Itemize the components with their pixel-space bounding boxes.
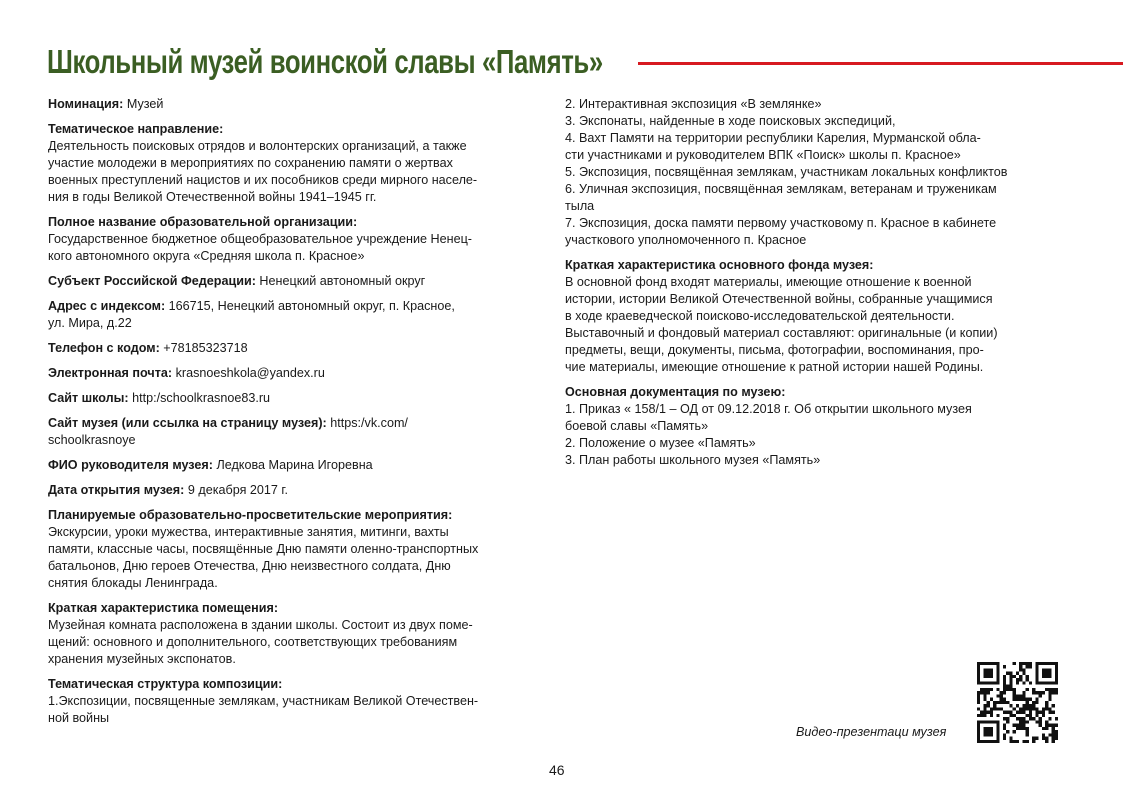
structure-label: Тематическая структура композиции: (48, 677, 283, 691)
region-value: Ненецкий автономный округ (255, 274, 426, 288)
field-school-site (48, 390, 553, 407)
qr-module (990, 688, 993, 691)
qr-module (980, 714, 983, 717)
structure-item: 3. Экспонаты, найденные в ходе поисковых экспедиций, (565, 114, 896, 128)
field-museum-site (48, 415, 553, 449)
qr-module (1048, 694, 1051, 697)
qr-module (1032, 704, 1035, 707)
qr-module (1003, 701, 1006, 704)
qr-module (1009, 704, 1012, 707)
qr-module (1045, 688, 1048, 691)
qr-module (1052, 724, 1055, 727)
museum-site-label: Сайт музея (или ссылка на страницу музея): (48, 416, 327, 430)
qr-module (1006, 717, 1009, 720)
qr-module (1042, 733, 1045, 736)
qr-module (1013, 675, 1016, 678)
qr-module (1022, 681, 1025, 684)
qr-module (1009, 740, 1012, 743)
qr-module (1022, 707, 1025, 710)
qr-module (1029, 665, 1032, 668)
qr-module (983, 711, 986, 714)
director-value: Ледкова Марина Игоревна (212, 458, 373, 472)
opening-date-value: 9 декабря 2017 г. (184, 483, 288, 497)
qr-module (1013, 730, 1016, 733)
qr-code-graphic (977, 662, 1058, 743)
qr-module (1022, 698, 1025, 701)
qr-module (1013, 691, 1016, 694)
field-email (48, 365, 553, 382)
qr-module (1003, 724, 1006, 727)
qr-module (996, 688, 999, 691)
fund-line: предметы, вещи, документы, письма, фотографии, воспоминания, про- (565, 343, 984, 357)
qr-module (1019, 665, 1022, 668)
qr-module (1009, 688, 1012, 691)
qr-module (983, 707, 986, 710)
qr-module (1026, 675, 1029, 678)
qr-module (1042, 727, 1045, 730)
nomination-label: Номинация: (48, 97, 124, 111)
qr-module (1019, 727, 1022, 730)
qr-module (987, 704, 990, 707)
qr-module (1022, 717, 1025, 720)
qr-module (1000, 707, 1003, 710)
thematic-direction-line: ния в годы Великой Отечественной войны 1941–1945 гг. (48, 190, 377, 204)
email-link[interactable]: krasnoeshkola@yandex.ru (172, 366, 325, 380)
qr-module (1048, 733, 1051, 736)
page-number: 46 (549, 762, 565, 778)
qr-module (1003, 737, 1006, 740)
documentation-label: Основная документация по музею: (565, 385, 786, 399)
qr-module (1003, 711, 1006, 714)
qr-module (1026, 662, 1029, 665)
qr-module (1006, 701, 1009, 704)
premises-line: щений: основного и дополнительного, соответствующих требованиям (48, 635, 458, 649)
museum-site-link-continuation[interactable]: schoolkrasnoye (48, 433, 136, 447)
qr-module (1026, 714, 1029, 717)
qr-module (1016, 727, 1019, 730)
qr-module (1006, 685, 1009, 688)
qr-module (1016, 724, 1019, 727)
qr-module (1052, 688, 1055, 691)
events-line: Экскурсии, уроки мужества, интерактивные занятия, митинги, вахты (48, 525, 449, 539)
director-label: ФИО руководителя музея: (48, 458, 213, 472)
qr-module (996, 694, 999, 697)
qr-module (1003, 665, 1006, 668)
museum-site-link[interactable]: https:/vk.com/ (326, 416, 408, 430)
structure-item: 5. Экспозиция, посвящённая землякам, участникам локальных конфликтов (565, 165, 1008, 179)
qr-module (1048, 711, 1051, 714)
qr-module (1009, 714, 1012, 717)
organization-label: Полное название образовательной организации: (48, 215, 358, 229)
qr-module (1055, 724, 1058, 727)
qr-module (1003, 691, 1006, 694)
documentation-line: 3. План работы школьного музея «Память» (565, 453, 821, 467)
qr-module (1013, 724, 1016, 727)
qr-module (1039, 711, 1042, 714)
qr-module (1045, 724, 1048, 727)
school-site-link[interactable]: http:/schoolkrasnoe83.ru (128, 391, 271, 405)
documentation-line: боевой славы «Память» (565, 419, 709, 433)
structure-item: сти участниками и руководителем ВПК «Поиск» школы п. Красное» (565, 148, 961, 162)
qr-module (983, 694, 986, 697)
documentation-line: 2. Положение о музее «Память» (565, 436, 756, 450)
qr-module (1026, 727, 1029, 730)
qr-module (1029, 714, 1032, 717)
organization-line: Государственное бюджетное общеобразовательное учреждение Ненец- (48, 232, 472, 246)
thematic-direction-label: Тематическое направление: (48, 122, 224, 136)
qr-module (1045, 720, 1048, 723)
qr-module (1016, 704, 1019, 707)
qr-module (990, 711, 993, 714)
qr-module (980, 691, 983, 694)
qr-module (1055, 730, 1058, 733)
qr-module (1026, 665, 1029, 668)
address-label: Адрес с индексом: (48, 299, 166, 313)
qr-module (1013, 740, 1016, 743)
qr-module (1045, 704, 1048, 707)
qr-module (1026, 678, 1029, 681)
qr-module (983, 698, 986, 701)
qr-module (977, 694, 980, 697)
qr-module (996, 714, 999, 717)
qr-module (993, 707, 996, 710)
structure-item: 2. Интерактивная экспозиция «В землянке» (565, 97, 822, 111)
field-premises (48, 600, 553, 668)
structure-item: тыла (565, 199, 595, 213)
qr-module (1026, 688, 1029, 691)
qr-module (1022, 720, 1025, 723)
qr-module (1048, 691, 1051, 694)
qr-module (1016, 740, 1019, 743)
qr-module (1022, 668, 1025, 671)
thematic-direction-line: Деятельность поисковых отрядов и волонтерских организаций, а также (48, 139, 467, 153)
field-opening-date (48, 482, 553, 499)
qr-module (1022, 711, 1025, 714)
qr-module (1013, 694, 1016, 697)
qr-module (1022, 740, 1025, 743)
events-label: Планируемые образовательно-просветительские мероприятия: (48, 508, 453, 522)
qr-module (1019, 724, 1022, 727)
qr-module (1019, 707, 1022, 710)
qr-module (1026, 704, 1029, 707)
qr-module (1016, 678, 1019, 681)
documentation-line: 1. Приказ « 158/1 – ОД от 09.12.2018 г. Об открытии школьного музея (565, 402, 972, 416)
field-events (48, 507, 553, 592)
qr-module (1006, 730, 1009, 733)
premises-line: Музейная комната расположена в здании школы. Состоит из двух поме- (48, 618, 473, 632)
qr-module (993, 704, 996, 707)
qr-module (1045, 707, 1048, 710)
qr-module (1039, 720, 1042, 723)
qr-module (1013, 662, 1016, 665)
qr-module (996, 707, 999, 710)
qr-module (1052, 733, 1055, 736)
qr-module (1003, 688, 1006, 691)
qr-module (996, 701, 999, 704)
qr-module (1016, 672, 1019, 675)
right-column (565, 96, 1065, 477)
qr-module (1016, 681, 1019, 684)
premises-line: хранения музейных экспонатов. (48, 652, 236, 666)
address-continuation: ул. Мира, д.22 (48, 316, 132, 330)
left-column (48, 96, 553, 735)
qr-module (1035, 711, 1038, 714)
qr-module (1048, 688, 1051, 691)
qr-module (1019, 698, 1022, 701)
qr-module (1003, 717, 1006, 720)
qr-module (990, 698, 993, 701)
qr-module (1009, 675, 1012, 678)
qr-module (1022, 662, 1025, 665)
qr-module (1019, 668, 1022, 671)
qr-module (1029, 698, 1032, 701)
qr-module (987, 688, 990, 691)
qr-module (987, 701, 990, 704)
qr-module (1032, 688, 1035, 691)
region-label: Субъект Российской Федерации: (48, 274, 256, 288)
qr-module (1019, 717, 1022, 720)
qr-module (1003, 733, 1006, 736)
qr-module (977, 714, 980, 717)
qr-module (1000, 698, 1003, 701)
qr-module (1009, 685, 1012, 688)
title-rule-divider (638, 62, 1123, 65)
qr-module (1006, 711, 1009, 714)
qr-module (1048, 724, 1051, 727)
qr-module (1035, 714, 1038, 717)
qr-module (1052, 711, 1055, 714)
field-phone (48, 340, 553, 357)
thematic-direction-line: участие молодежи в мероприятиях по сохранению памяти о жертвах (48, 156, 453, 170)
qr-module (1026, 707, 1029, 710)
qr-module (987, 711, 990, 714)
qr-module (1032, 691, 1035, 694)
qr-module (977, 691, 980, 694)
qr-module (1013, 707, 1016, 710)
qr-module (983, 691, 986, 694)
field-structure (48, 676, 553, 727)
structure-line: ной войны (48, 711, 110, 725)
qr-module (1019, 678, 1022, 681)
qr-module (1042, 707, 1045, 710)
qr-module (1052, 730, 1055, 733)
qr-module (1032, 740, 1035, 743)
events-line: памяти, классные часы, посвящённые Дню памяти оленно-транспортных (48, 542, 479, 556)
nomination-value: Музей (123, 97, 164, 111)
qr-module (990, 707, 993, 710)
qr-module (1042, 691, 1045, 694)
qr-module (1039, 724, 1042, 727)
fund-line: Выставочный и фондовый материал составляют: оригинальные (и копии) (565, 326, 998, 340)
field-organization (48, 214, 553, 265)
qr-module (1035, 720, 1038, 723)
qr-module (1026, 733, 1029, 736)
qr-module (1029, 707, 1032, 710)
qr-module (1003, 675, 1006, 678)
qr-module (977, 698, 980, 701)
field-region (48, 273, 553, 290)
qr-module (1029, 662, 1032, 665)
qr-module (1022, 691, 1025, 694)
qr-module (1045, 727, 1048, 730)
qr-module (1052, 727, 1055, 730)
events-line: снятия блокады Ленинграда. (48, 576, 218, 590)
qr-module (1039, 691, 1042, 694)
qr-module (1003, 678, 1006, 681)
structure-line: 1.Экспозиции, посвященные землякам, участникам Великой Отечествен- (48, 694, 479, 708)
fund-line: истории, истории Великой Отечественной войны, собранные учащимися (565, 292, 993, 306)
qr-module (1000, 691, 1003, 694)
school-site-label: Сайт школы: (48, 391, 129, 405)
qr-module (1052, 704, 1055, 707)
qr-module (1019, 694, 1022, 697)
fund-label: Краткая характеристика основного фонда музея: (565, 258, 874, 272)
qr-module (1032, 707, 1035, 710)
field-structure-continued (565, 96, 1065, 249)
qr-module (977, 701, 980, 704)
qr-module (1055, 733, 1058, 736)
qr-module (983, 688, 986, 691)
structure-item: 7. Экспозиция, доска памяти первому участковому п. Красное в кабинете (565, 216, 997, 230)
qr-module (983, 704, 986, 707)
qr-module (1026, 698, 1029, 701)
qr-module (1016, 711, 1019, 714)
address-value: 166715, Ненецкий автономный округ, п. Красное, (165, 299, 455, 313)
qr-module (1003, 685, 1006, 688)
qr-module (1029, 681, 1032, 684)
qr-module (1026, 740, 1029, 743)
qr-module (1042, 711, 1045, 714)
field-documentation (565, 384, 1065, 469)
qr-module (1055, 688, 1058, 691)
qr-module (1013, 714, 1016, 717)
qr-caption: Видео-презентаци музея (796, 725, 947, 739)
qr-module (1006, 720, 1009, 723)
qr-code-icon[interactable] (977, 662, 1058, 743)
structure-item: участкового уполномоченного п. Красное (565, 233, 807, 247)
field-thematic-direction (48, 121, 553, 206)
qr-module (980, 711, 983, 714)
qr-module (1019, 675, 1022, 678)
fund-line: В основной фонд входят материалы, имеющие отношение к военной (565, 275, 972, 289)
email-label: Электронная почта: (48, 366, 173, 380)
qr-module (1022, 704, 1025, 707)
qr-module (1029, 717, 1032, 720)
qr-module (1048, 717, 1051, 720)
qr-module (1032, 737, 1035, 740)
qr-module (1042, 714, 1045, 717)
qr-module (1035, 698, 1038, 701)
qr-module (1055, 717, 1058, 720)
qr-module (990, 714, 993, 717)
premises-label: Краткая характеристика помещения: (48, 601, 279, 615)
qr-module (1019, 720, 1022, 723)
qr-module (1029, 704, 1032, 707)
qr-module (1003, 698, 1006, 701)
phone-value: +78185323718 (159, 341, 248, 355)
qr-module (1026, 720, 1029, 723)
qr-module (1022, 727, 1025, 730)
qr-module (1016, 698, 1019, 701)
qr-module (1026, 730, 1029, 733)
qr-module (1006, 672, 1009, 675)
qr-module (1045, 701, 1048, 704)
qr-module (1009, 672, 1012, 675)
qr-module (1013, 698, 1016, 701)
qr-module (1006, 688, 1009, 691)
structure-item: 4. Вахт Памяти на территории республики Карелия, Мурманской обла- (565, 131, 981, 145)
qr-module (1000, 701, 1003, 704)
fund-line: чие материалы, имеющие отношение к ратной истории нашей Родины. (565, 360, 984, 374)
qr-module (1052, 737, 1055, 740)
qr-module (1016, 717, 1019, 720)
qr-module (1039, 694, 1042, 697)
qr-module (1022, 672, 1025, 675)
qr-module (1032, 701, 1035, 704)
qr-module (1039, 717, 1042, 720)
phone-label: Телефон с кодом: (48, 341, 160, 355)
qr-module (1019, 662, 1022, 665)
qr-module (1029, 711, 1032, 714)
qr-module (1035, 691, 1038, 694)
organization-line: кого автономного округа «Средняя школа п. Красное» (48, 249, 365, 263)
qr-module (1019, 711, 1022, 714)
qr-module (1045, 740, 1048, 743)
field-fund (565, 257, 1065, 376)
field-director (48, 457, 553, 474)
page-title: Школьный музей воинской славы «Память» (47, 43, 603, 80)
qr-module (993, 701, 996, 704)
qr-module (1045, 737, 1048, 740)
qr-module (1009, 681, 1012, 684)
qr-module (987, 691, 990, 694)
qr-module (1042, 737, 1045, 740)
field-address (48, 298, 553, 332)
qr-module (1003, 681, 1006, 684)
thematic-direction-line: военных преступлений нацистов и их пособников среди мирного населе- (48, 173, 478, 187)
qr-module (1052, 740, 1055, 743)
qr-module (977, 707, 980, 710)
qr-module (1048, 698, 1051, 701)
qr-module (1055, 691, 1058, 694)
qr-module (1016, 694, 1019, 697)
qr-module (1026, 701, 1029, 704)
qr-module (1003, 727, 1006, 730)
qr-module (1032, 717, 1035, 720)
qr-module (1022, 724, 1025, 727)
qr-module (1022, 694, 1025, 697)
qr-module (1035, 737, 1038, 740)
qr-module (1035, 701, 1038, 704)
qr-module (1013, 688, 1016, 691)
opening-date-label: Дата открытия музея: (48, 483, 185, 497)
qr-module (1052, 691, 1055, 694)
field-nomination (48, 96, 553, 113)
qr-module (983, 714, 986, 717)
qr-module (1055, 737, 1058, 740)
qr-module (1009, 678, 1012, 681)
qr-module (1009, 711, 1012, 714)
events-line: батальонов, Дню героев Отечества, Дню неизвестного солдата, Дню (48, 559, 451, 573)
qr-module (1009, 737, 1012, 740)
qr-module (1000, 694, 1003, 697)
qr-module (980, 688, 983, 691)
fund-line: в ходе краеведческой поисково-исследовательской деятельности. (565, 309, 955, 323)
qr-module (1035, 707, 1038, 710)
qr-module (1048, 707, 1051, 710)
structure-item: 6. Уличная экспозиция, посвящённая землякам, ветеранам и труженикам (565, 182, 997, 196)
